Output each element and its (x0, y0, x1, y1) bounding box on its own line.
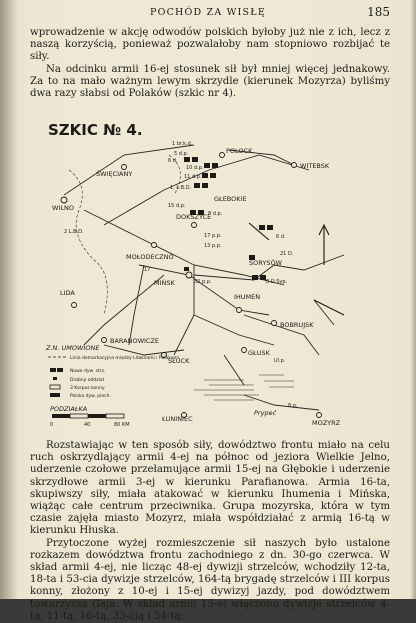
scale-heading: PODZIAŁKA (50, 405, 88, 413)
paragraph: wprowadzenie w akcję odwodów polskich byłoby już nie z ich, lecz z naszą korzyścią, ponieważ pozwalałoby nam stopniowo rozbijać te siły. (30, 27, 390, 63)
unit-label: 13 p.p. (204, 243, 222, 249)
text-block-top (30, 27, 390, 100)
unit-label: 10 d.p. (186, 165, 204, 171)
map-scale (50, 405, 130, 428)
scale-tick: 40 (84, 422, 91, 428)
unit-label: 15 d.p. (168, 203, 186, 209)
unit-label: 1. L.B.D. (170, 185, 192, 191)
unit-label: 8 p. (288, 403, 298, 409)
text-block-bottom (30, 440, 390, 623)
label-sluck: SŁUCK (168, 357, 190, 365)
label-sorysow: SORYSÓW (249, 259, 282, 267)
sketch-map (44, 115, 379, 430)
page-number: 185 (367, 5, 390, 19)
map-figure (44, 115, 379, 430)
paragraph: Przytoczone wyżej rozmieszczenie sił naszych było ustalone rozkazem dowództwa frontu zachodniego z dn. 30-go czerwca. W skład armii 4-ej, nie licząc 48-ej dywizji strzelców, wchodziły 12-ta, 18-ta i 53-cia dywizje strzelców, 164-tą brygadę strzelców i III korpus konny, złożony z 10-ej i 15-ej dywizyj jazdy, pod dowództwem towarzysza Gaja. W skład armii 15-ej włączono dywizje strzelców 4-tą, 11-tą, 16-tą, 33-cią i 54-tą; (30, 537, 390, 622)
legend-item: Nowe dyw. strz. (70, 369, 106, 374)
legend-item: Polska dyw. piech. (70, 394, 111, 399)
legend-item: Linia demarkacyjna między Litwinami i Polakami (70, 356, 180, 361)
running-header (0, 7, 416, 21)
unit-label: 8 D.Syp. (266, 279, 288, 285)
scale-tick: 80 KM (114, 422, 130, 428)
unit-label: 32 p.p. (194, 279, 212, 285)
unit-label: 6 d. (168, 158, 178, 164)
label-glebokie: GŁEBOKIE (214, 195, 247, 203)
unit-label: 1 br.k.d. (172, 141, 193, 147)
marsh-shading (194, 375, 294, 400)
label-bobrujsk: BOBRUJSK (280, 321, 314, 329)
page-edge-shadow (410, 0, 416, 599)
label-lida: LIDA (60, 289, 75, 297)
unit-label: Ul.p. (274, 358, 286, 364)
label-ihumen: IHUMEŃ (234, 293, 261, 301)
label-polock: POLOCK (226, 147, 253, 155)
label-baranowicze: BARANOWICZE (110, 337, 160, 345)
label-luniniec: ŁUNINIEC (162, 415, 193, 423)
unit-label: 8 d.p. (208, 211, 223, 217)
unit-label: 2 L.B.D. (64, 229, 84, 235)
legend-heading: Z.N. UMOWIONE (46, 344, 100, 352)
label-wilno: WILNO (52, 204, 74, 212)
label-swieciany: ŚWIĘCIANY (96, 170, 133, 178)
scale-tick: 0 (50, 422, 54, 428)
label-mozyrz: MOZYRZ (312, 419, 341, 427)
map-title: SZKIC № 4. (48, 121, 143, 139)
label-prypec: Prypeć (254, 409, 277, 417)
legend-item: Drobny oddział (70, 378, 104, 383)
unit-label: 11 d.p. (184, 174, 202, 180)
label-glusk: GŁUSK (248, 349, 270, 357)
paragraph: Na odcinku armii 16-ej stosunek sił był mniej więcej jednakowy. Za to na mało ważnym lewym skrzydle (kierunek Mozyrza) byliśmy dwa razy słabsi od Polaków (szkic nr 4). (30, 63, 390, 100)
label-dokszyce: DOKSZYCE (176, 213, 212, 221)
demarcation-line (69, 155, 180, 315)
map-legend (45, 344, 179, 399)
label-minsk: MIŃSK (154, 279, 175, 287)
header-title: POCHÓD ZA WISŁĘ (150, 7, 266, 18)
paragraph: Rozstawiając w ten sposób siły, dowództwo frontu miało na celu ruch oskrzydlający armii 4-ej na północ od jeziora Wielkie Jelno, uderzenie czołowe przełamujące armii 15-ej na Głębokie i uderzenie skrzydłowe armii 3-ej w kierunku Parafianowa. Armia 16-ta, skupiwszy siły, miała atakować w kierunku Ihumenia i Mińska, wiążąc całe centrum przeciwnika. Grupa mozyrska, która w tym czasie zajęła miasto Mozyrz, miała współdziałać z armią 16-tą w kierunku Hłuska. (30, 440, 390, 537)
unit-label: 21 D. (280, 251, 294, 257)
unit-label: 17 (144, 267, 151, 273)
unit-label: 17 p.p. (204, 233, 222, 239)
unit-label: 6 d. (276, 234, 286, 240)
unit-label: 5 d.p. (174, 151, 189, 157)
label-witebsk: WITEBSK (300, 162, 330, 170)
label-molodeczno: MOŁODECZNO (126, 253, 174, 261)
legend-item: 3 Korpus konny (70, 386, 105, 391)
